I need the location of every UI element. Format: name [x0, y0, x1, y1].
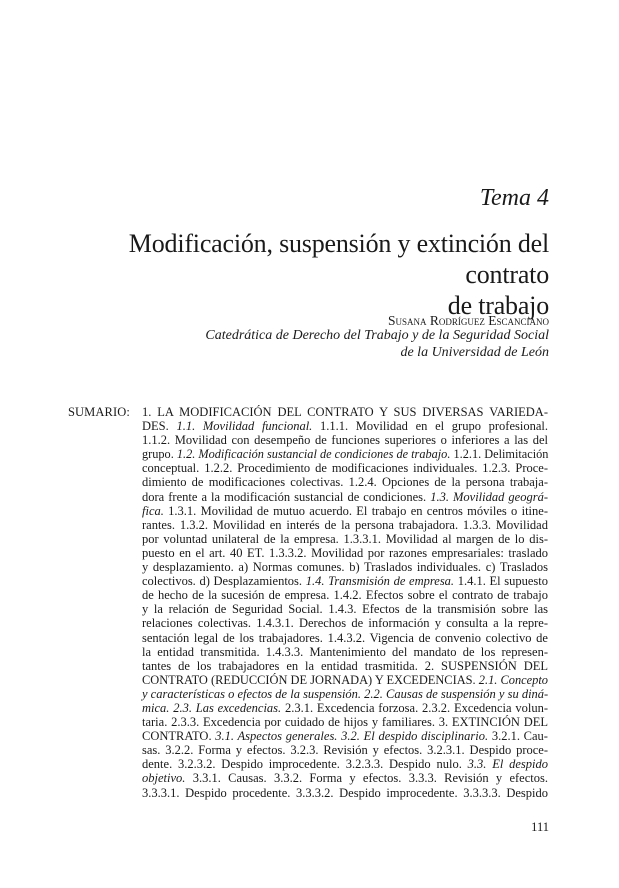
- summary-italic-text: 2.1. Concepto: [478, 672, 548, 687]
- affiliation-line-1: Catedrática de Derecho del Trabajo y de la Seguridad Social: [205, 328, 549, 343]
- summary-line: [142, 757, 548, 771]
- summary-line: [142, 461, 548, 475]
- summary-text: y desplazamiento. a) Normas comunes. b) Traslados individuales. c) Traslados: [142, 560, 548, 575]
- summary-line: [142, 532, 548, 546]
- title-line-1: Modificación, suspensión y extinción del contrato: [128, 229, 549, 289]
- summary-italic-text: 1.3. Movilidad geográ-: [430, 489, 548, 504]
- summary-text: y la relación de Seguridad Social. 1.4.3. Efectos de la transmisión sobre las: [142, 602, 548, 617]
- summary-line: [142, 729, 548, 743]
- summary-text: dimiento de modificaciones colectivas. 1.2.4. Opciones de la persona trabaja-: [142, 475, 548, 490]
- summary-text: colectivos. d) Desplazamientos.: [142, 574, 306, 589]
- summary-line: [142, 504, 548, 518]
- summary-line: [142, 786, 548, 800]
- page-number: 111: [531, 820, 549, 834]
- summary-text: 1.1.1. Movilidad en el grupo profesional.: [312, 419, 548, 434]
- summary-text: dente. 3.2.3.2. Despido improcedente. 3.2.3.3. Despido nulo.: [142, 757, 468, 772]
- summary-text: 1.1.2. Movilidad con desempeño de funciones superiores o inferiores a las del: [142, 433, 548, 448]
- summary-line: [142, 715, 548, 729]
- summary-line: [142, 659, 548, 673]
- summary-italic-text: y características o efectos de la suspensión. 2.2. Causas de suspensión y su diná-: [142, 686, 549, 701]
- summary-line: [142, 546, 548, 560]
- summary-text: CONTRATO.: [142, 729, 216, 744]
- summary-label: SUMARIO:: [68, 405, 130, 419]
- summary-line: [142, 433, 548, 447]
- summary-text: 2.3.1. Excedencia forzosa. 2.3.2. Excedencia volun-: [281, 700, 548, 715]
- affiliation-line-2: de la Universidad de León: [400, 345, 549, 360]
- summary-italic-text: 1.2. Modificación sustancial de condiciones de trabajo.: [176, 447, 451, 462]
- summary-body: [142, 405, 548, 800]
- summary-italic-text: 1.4. Transmisión de empresa.: [305, 574, 455, 589]
- summary-line: [142, 631, 548, 645]
- summary-text: rantes. 1.3.2. Movilidad en interés de la persona trabajadora. 1.3.3. Movilidad: [142, 517, 548, 532]
- summary-text: tantes de los trabajadores en la entidad trasmitida. 2. SUSPENSIÓN DEL: [142, 658, 548, 673]
- summary-line: [142, 771, 548, 785]
- summary-line: [142, 616, 548, 630]
- summary-line: [142, 588, 548, 602]
- summary-text: grupo.: [142, 447, 177, 462]
- page-title: [66, 228, 549, 321]
- summary-line: [142, 701, 548, 715]
- author-affiliation: [150, 327, 549, 361]
- summary-line: [142, 475, 548, 489]
- summary-text: 3.3.1. Causas. 3.3.2. Forma y efectos. 3.3.3. Revisión y efectos.: [185, 771, 548, 786]
- chapter-heading: Tema 4: [479, 185, 549, 211]
- summary-text: 1.2.1. Delimitación: [450, 447, 549, 462]
- summary-line: [142, 673, 548, 687]
- summary-text: por voluntad unilateral de la empresa. 1.3.3.1. Movilidad al margen de lo dis-: [142, 531, 548, 546]
- summary-text: CONTRATO (REDUCCIÓN DE JORNADA) Y EXCEDENCIAS.: [142, 672, 479, 687]
- summary-line: [142, 602, 548, 616]
- summary-text: conceptual. 1.2.2. Procedimiento de modificaciones individuales. 1.2.3. Proce-: [142, 461, 548, 476]
- summary-text: puesto en el art. 40 ET. 1.3.3.2. Movilidad por razones empresariales: traslado: [142, 545, 548, 560]
- summary-line: [142, 687, 548, 701]
- summary-line: [142, 560, 548, 574]
- summary-text: 3.3.3.1. Despido procedente. 3.3.3.2. Despido improcedente. 3.3.3.3. Despido: [142, 785, 548, 800]
- summary-italic-text: 3.1. Aspectos generales. 3.2. El despido disciplinario.: [215, 729, 489, 744]
- summary-text: 1.4.1. El supuesto: [454, 574, 549, 589]
- summary-text: 3.2.1. Cau-: [488, 729, 548, 744]
- summary-text: taria. 2.3.3. Excedencia por cuidado de hijos y familiares. 3. EXTINCIÓN DEL: [142, 715, 548, 730]
- summary-italic-text: fica.: [142, 503, 164, 518]
- summary-text: 1.3.1. Movilidad de mutuo acuerdo. El trabajo en centros móviles o itine-: [163, 503, 548, 518]
- summary-line: [142, 447, 548, 461]
- summary-text: 1. LA MODIFICACIÓN DEL CONTRATO Y SUS DIVERSAS VARIEDA-: [142, 405, 548, 419]
- summary-text: sentación legal de los trabajadores. 1.4.3.2. Vigencia de convenio colectivo de: [142, 630, 548, 645]
- summary-text: la entidad transmitida. 1.4.3.3. Mantenimiento del mandato de los represen-: [142, 644, 548, 659]
- summary-line: [142, 490, 548, 504]
- summary-text: de hecho de la sucesión de empresa. 1.4.2. Efectos sobre el contrato de trabajo: [142, 588, 548, 603]
- summary-line: [142, 645, 548, 659]
- summary-line: [142, 419, 548, 433]
- summary-italic-text: 3.3. El despido: [467, 757, 548, 772]
- author-name: Susana Rodríguez Escanciano: [387, 313, 549, 328]
- summary-text: relaciones colectivas. 1.4.3.1. Derechos de información y consulta a la repre-: [142, 616, 548, 631]
- summary-italic-text: mica. 2.3. Las excedencias.: [142, 700, 282, 715]
- summary-text: sas. 3.2.2. Forma y efectos. 3.2.3. Revisión y efectos. 3.2.3.1. Despido proce-: [142, 743, 548, 758]
- summary-italic-text: 1.1. Movilidad funcional.: [176, 419, 313, 434]
- summary-text: dora frente a la modificación sustancial de condiciones.: [142, 489, 431, 504]
- summary-line: [142, 574, 548, 588]
- summary-line: [142, 405, 548, 419]
- title-line-2: de trabajo: [447, 291, 549, 320]
- summary-text: DES.: [142, 419, 177, 434]
- summary-line: [142, 518, 548, 532]
- summary-italic-text: objetivo.: [142, 771, 186, 786]
- summary-line: [142, 743, 548, 757]
